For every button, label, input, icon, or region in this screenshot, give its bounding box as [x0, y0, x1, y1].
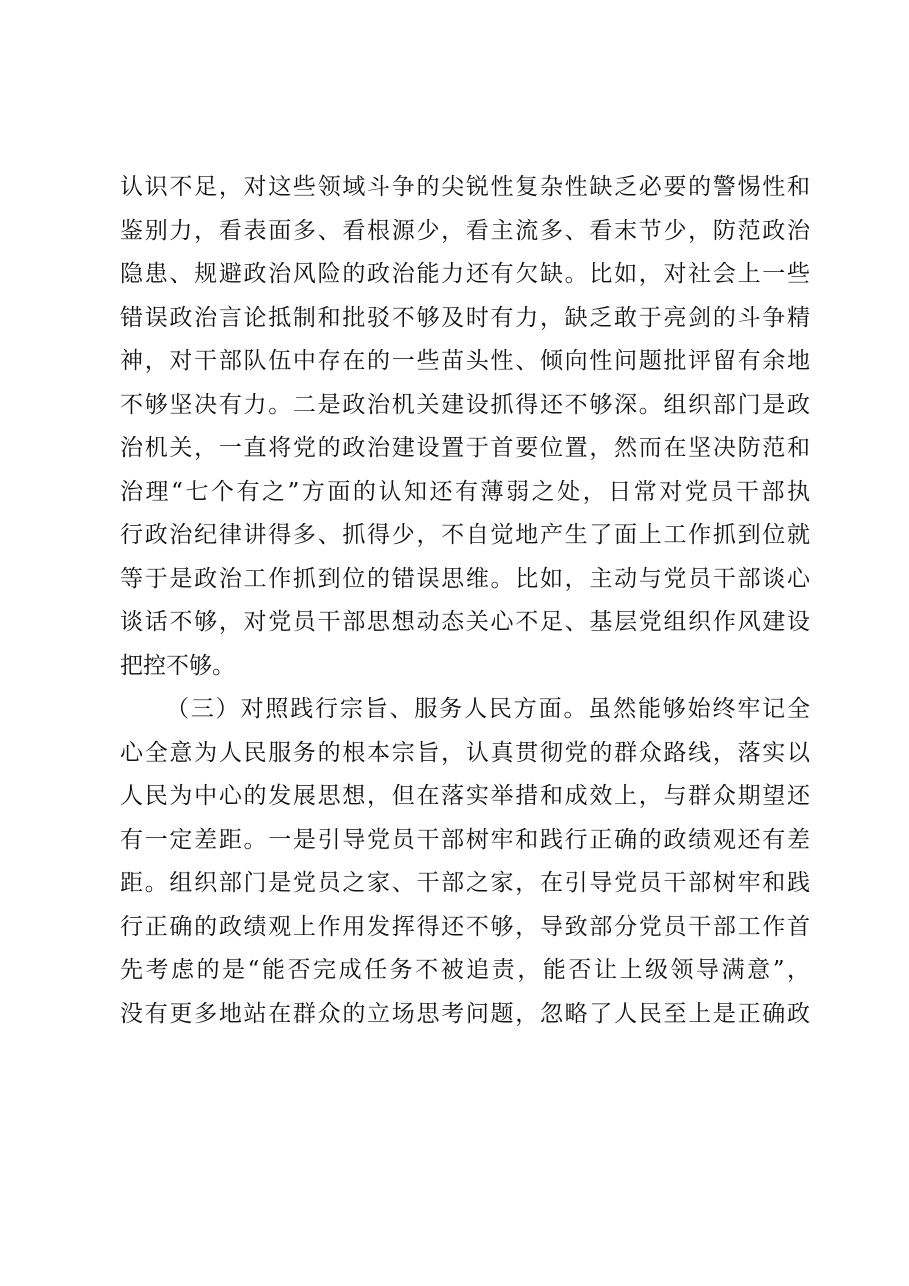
text-line: 行正确的政绩观上作用发挥得还不够，导致部分党员干部工作首 — [120, 913, 810, 940]
text-line: 不够坚决有力。二是政治机关建设抓得还不够深。组织部门是政 — [120, 391, 810, 418]
text-line: 神，对干部队伍中存在的一些苗头性、倾向性问题批评留有余地 — [120, 348, 810, 374]
text-line: 行政治纪律讲得多、抓得少，不自觉地产生了面上工作抓到位就 — [120, 522, 810, 548]
text-line: 错误政治言论抵制和批驳不够及时有力，缺乏敢于亮剑的斗争精 — [120, 304, 810, 331]
text-line: 没有更多地站在群众的立场思考问题，忽略了人民至上是正确政 — [120, 1000, 810, 1027]
text-line: 认识不足，对这些领域斗争的尖锐性复杂性缺乏必要的警惕性和 — [120, 174, 810, 200]
text-line: 有一定差距。一是引导党员干部树牢和践行正确的政绩观还有差 — [120, 826, 810, 853]
text-line: 鉴别力，看表面多、看根源少，看主流多、看末节少，防范政治 — [120, 217, 810, 244]
text-line: 距。组织部门是党员之家、干部之家，在引导党员干部树牢和践 — [120, 870, 810, 896]
section-heading-line: （三）对照践行宗旨、服务人民方面。虽然能够始终牢记全 — [166, 696, 810, 722]
text-line: 心全意为人民服务的根本宗旨，认真贯彻党的群众路线，落实以 — [120, 739, 810, 766]
text-line: 把控不够。 — [120, 652, 235, 679]
text-line: 人民为中心的发展思想，但在落实举措和成效上，与群众期望还 — [120, 783, 810, 809]
text-line: 隐患、规避政治风险的政治能力还有欠缺。比如，对社会上一些 — [120, 261, 810, 287]
text-line: 谈话不够，对党员干部思想动态关心不足、基层党组织作风建设 — [120, 609, 810, 635]
body-text — [120, 166, 810, 1036]
text-line: 等于是政治工作抓到位的错误思维。比如，主动与党员干部谈心 — [120, 565, 810, 592]
text-line: 先考虑的是“能否完成任务不被追责，能否让上级领导满意”， — [120, 957, 810, 983]
text-line: 治理“七个有之”方面的认知还有薄弱之处，日常对党员干部执 — [120, 478, 810, 505]
text-line: 治机关，一直将党的政治建设置于首要位置，然而在坚决防范和 — [120, 435, 810, 461]
